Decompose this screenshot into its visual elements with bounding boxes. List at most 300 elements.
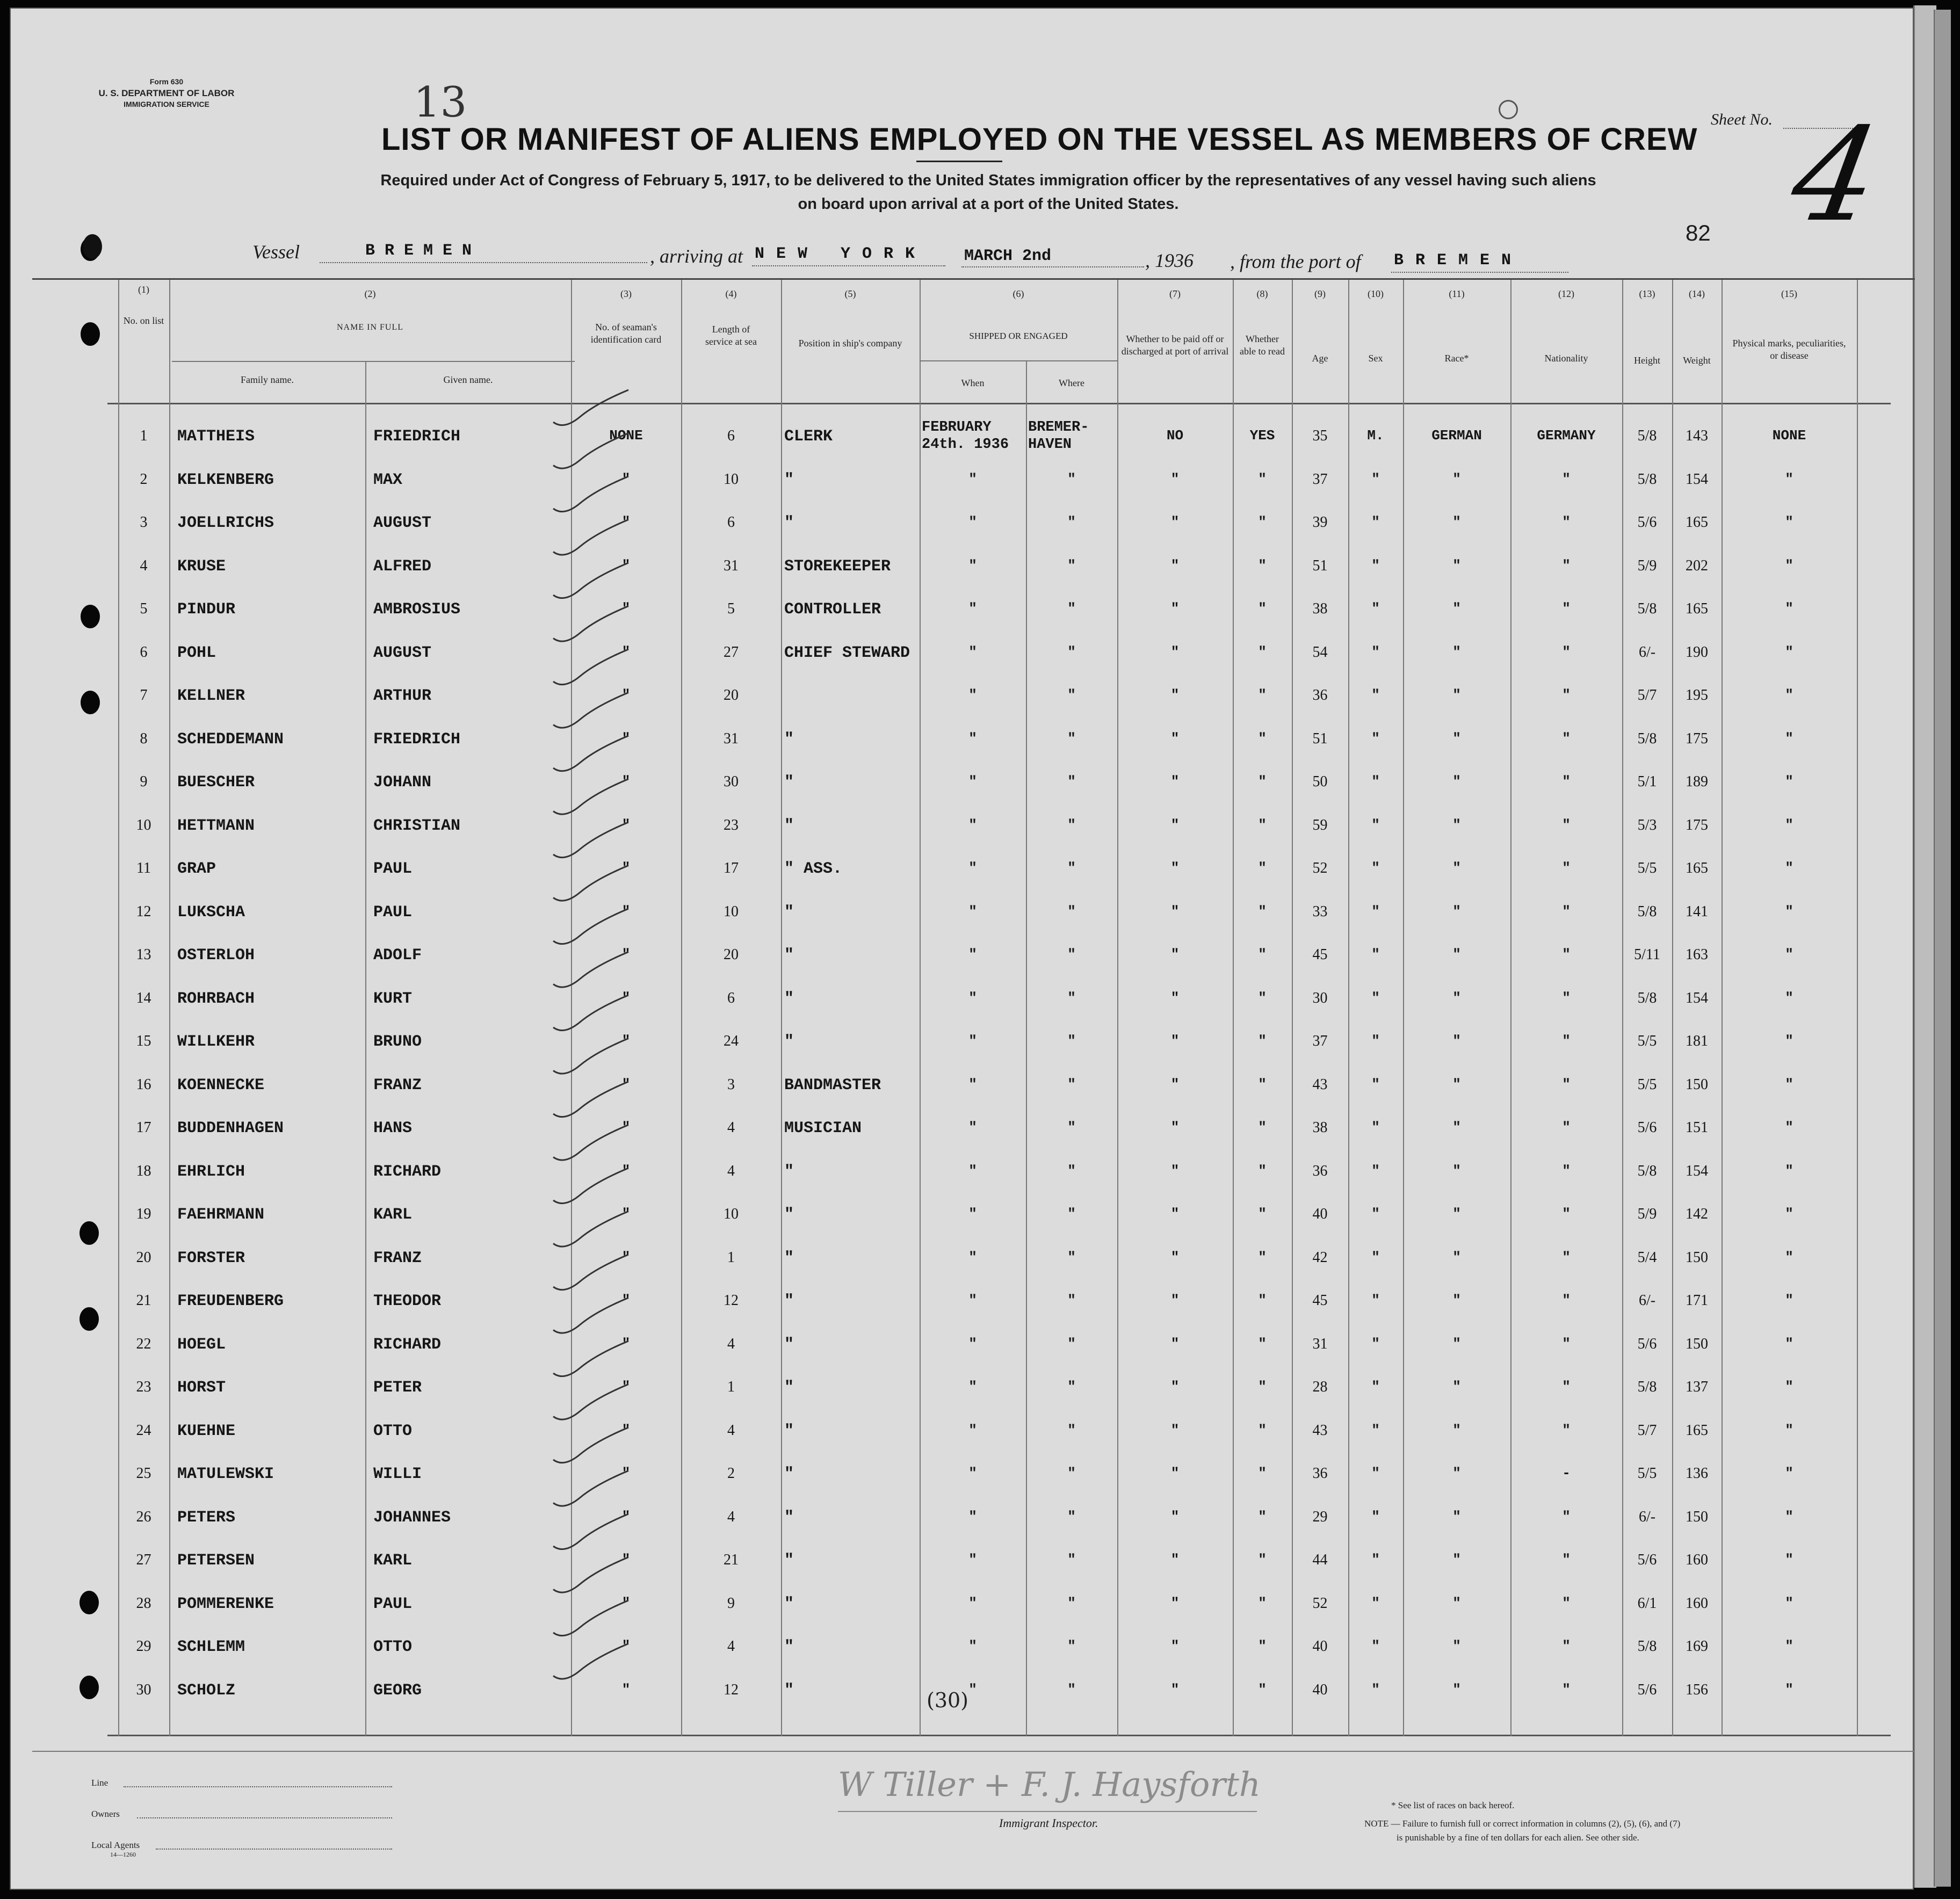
cell-read: " <box>1258 1594 1267 1611</box>
cell-marks: " <box>1785 1335 1793 1352</box>
cell-position: " <box>784 1594 794 1613</box>
cell-family: WILLKEHR <box>177 1033 255 1051</box>
cell-marks: " <box>1785 1422 1793 1438</box>
cell-given: ARTHUR <box>373 687 432 705</box>
cell-no: 2 <box>140 470 148 488</box>
cell-race: " <box>1452 557 1461 574</box>
cell-weight: 160 <box>1686 1594 1708 1612</box>
cell-card: " <box>621 687 631 703</box>
check-stroke <box>553 433 628 469</box>
date-line <box>961 266 1144 267</box>
cell-card: " <box>621 730 631 746</box>
cell-weight: 141 <box>1686 903 1708 920</box>
cell-no: 13 <box>136 946 151 963</box>
cell-marks: " <box>1785 1292 1793 1308</box>
cell-position: " <box>784 1379 794 1397</box>
header-family-name: Family name. <box>241 374 294 385</box>
cell-when: " <box>968 903 977 919</box>
cell-position: " <box>784 1249 794 1267</box>
table-row <box>11 1336 1915 1379</box>
cell-family: KOENNECKE <box>177 1076 265 1095</box>
check-stroke <box>553 390 628 425</box>
cell-race: " <box>1452 1119 1461 1135</box>
cell-race: " <box>1452 1681 1461 1698</box>
header-race: Race* <box>1444 353 1469 364</box>
cell-service: 4 <box>727 1638 735 1655</box>
cell-card: " <box>621 1465 631 1481</box>
cell-where: " <box>1067 1292 1076 1308</box>
cell-read: " <box>1258 1508 1267 1525</box>
cell-given: FRIEDRICH <box>373 427 461 446</box>
cell-paid: " <box>1170 903 1180 919</box>
check-stroke <box>553 779 628 815</box>
vessel-name-line <box>320 262 647 263</box>
cell-race: " <box>1452 1465 1461 1481</box>
cell-card: " <box>621 1119 631 1135</box>
cell-no: 28 <box>136 1594 151 1612</box>
cell-height: 5/8 <box>1637 1162 1657 1179</box>
cell-service: 1 <box>727 1249 735 1266</box>
arrival-date: MARCH 2nd <box>964 247 1052 265</box>
footer-line-label: Line <box>91 1778 109 1788</box>
cell-card: " <box>621 1292 631 1308</box>
cell-race: " <box>1452 1076 1461 1092</box>
cell-card: " <box>621 1422 631 1438</box>
cell-weight: 154 <box>1686 989 1708 1006</box>
cell-family: KELLNER <box>177 687 245 705</box>
cell-no: 5 <box>140 600 148 617</box>
cell-sex: " <box>1371 773 1380 789</box>
cell-service: 31 <box>724 730 739 747</box>
check-stroke <box>553 1082 628 1117</box>
check-stroke <box>553 476 628 512</box>
cell-position: " ASS. <box>784 860 843 878</box>
total-count-note: (30) <box>927 1688 969 1712</box>
cell-sex: " <box>1371 1465 1380 1481</box>
cell-nationality: " <box>1562 1206 1571 1222</box>
cell-read: " <box>1258 1119 1267 1135</box>
cell-age: 38 <box>1312 600 1328 617</box>
table-row <box>11 1422 1915 1465</box>
cell-family: KELKENBERG <box>177 470 274 489</box>
cell-no: 20 <box>136 1249 151 1266</box>
cell-race: GERMAN <box>1431 427 1482 444</box>
table-row <box>11 644 1915 687</box>
cell-marks: " <box>1785 600 1793 617</box>
header-age: Age <box>1312 353 1328 364</box>
cell-where: " <box>1067 773 1076 789</box>
cell-height: 5/6 <box>1637 1681 1657 1698</box>
cell-when: " <box>968 1594 977 1611</box>
cell-race: " <box>1452 903 1461 919</box>
cell-read: " <box>1258 1379 1267 1395</box>
cell-sex: " <box>1371 1681 1380 1698</box>
cell-position: " <box>784 1681 794 1700</box>
cell-marks: " <box>1785 1552 1793 1568</box>
cell-given: GEORG <box>373 1681 422 1700</box>
check-stroke <box>553 1427 628 1463</box>
cell-paid: " <box>1170 1508 1180 1525</box>
cell-service: 10 <box>724 903 739 920</box>
cell-position: CHIEF STEWARD <box>784 643 910 662</box>
cell-weight: 163 <box>1686 946 1708 963</box>
cell-when: " <box>968 1508 977 1525</box>
check-stroke <box>553 952 628 988</box>
header-id-card: No. of seaman's identification card <box>590 322 662 345</box>
cell-weight: 202 <box>1686 557 1708 574</box>
cell-nationality: " <box>1562 1076 1571 1092</box>
cell-paid: " <box>1170 1033 1180 1049</box>
cell-given: FRIEDRICH <box>373 730 461 749</box>
cell-service: 17 <box>724 860 739 876</box>
cell-given: ADOLF <box>373 946 422 965</box>
cell-height: 5/8 <box>1637 600 1657 617</box>
cell-where: " <box>1067 1508 1076 1525</box>
cell-family: GRAP <box>177 860 216 878</box>
cell-weight: 189 <box>1686 773 1708 790</box>
cell-race: " <box>1452 1508 1461 1525</box>
cell-family: HETTMANN <box>177 816 255 835</box>
cell-race: " <box>1452 1335 1461 1352</box>
cell-position: " <box>784 946 794 965</box>
cell-nationality: " <box>1562 1119 1571 1135</box>
footer-agents-label: Local Agents <box>91 1840 140 1850</box>
col-number-14: (14) <box>1689 288 1705 299</box>
col-number-8: (8) <box>1256 288 1268 299</box>
footer-owners-label: Owners <box>91 1809 120 1819</box>
cell-when: " <box>968 600 977 617</box>
cell-race: " <box>1452 1033 1461 1049</box>
table-row <box>11 687 1915 730</box>
cell-where: " <box>1067 1422 1076 1438</box>
cell-weight: 169 <box>1686 1638 1708 1655</box>
cell-paid: " <box>1170 1552 1180 1568</box>
cell-nationality: " <box>1562 1162 1571 1179</box>
cell-where: " <box>1067 1206 1076 1222</box>
cell-position: " <box>784 989 794 1008</box>
cell-service: 6 <box>727 989 735 1006</box>
cell-card: " <box>621 773 631 789</box>
table-row <box>11 1033 1915 1076</box>
check-stroke <box>553 520 628 555</box>
cell-given: AUGUST <box>373 643 432 662</box>
stacked-page-edge-back <box>1934 10 1951 1887</box>
check-stroke <box>553 1471 628 1506</box>
cell-no: 30 <box>136 1681 151 1698</box>
cell-service: 4 <box>727 1422 735 1439</box>
table-row <box>11 600 1915 643</box>
cell-position: " <box>784 1422 794 1440</box>
cell-position: " <box>784 1162 794 1181</box>
col-number-9: (9) <box>1314 288 1326 299</box>
from-port-line <box>1391 272 1568 273</box>
cell-family: SCHLEMM <box>177 1638 245 1656</box>
cell-no: 12 <box>136 903 151 920</box>
cell-given: KARL <box>373 1552 413 1570</box>
header-bottom-rule <box>107 403 1891 404</box>
cell-where: " <box>1067 989 1076 1006</box>
cell-family: HOEGL <box>177 1335 226 1354</box>
cell-nationality: " <box>1562 1594 1571 1611</box>
cell-no: 8 <box>140 730 148 747</box>
cell-where: " <box>1067 514 1076 530</box>
table-row <box>11 817 1915 860</box>
race-footnote: * See list of races on back hereof. <box>1391 1800 1515 1810</box>
cell-height: 5/6 <box>1637 514 1657 531</box>
cell-where: " <box>1067 1465 1076 1481</box>
cell-age: 54 <box>1312 643 1328 661</box>
table-row <box>11 1638 1915 1681</box>
cell-service: 21 <box>724 1552 739 1568</box>
cell-sex: " <box>1371 1076 1380 1092</box>
cell-read: " <box>1258 730 1267 746</box>
form-number: Form 630 <box>149 77 184 86</box>
header-weight: Weight <box>1683 355 1711 366</box>
cell-given: PAUL <box>373 1594 413 1613</box>
cell-read: " <box>1258 989 1267 1006</box>
cell-race: " <box>1452 600 1461 617</box>
manifest-sheet <box>10 8 1914 1890</box>
cell-family: SCHOLZ <box>177 1681 236 1700</box>
cell-card: " <box>621 1033 631 1049</box>
cell-weight: 160 <box>1686 1552 1708 1568</box>
cell-nationality: " <box>1562 860 1571 876</box>
cell-read: " <box>1258 1422 1267 1438</box>
cell-service: 20 <box>724 946 739 963</box>
cell-weight: 156 <box>1686 1681 1708 1698</box>
cell-paid: " <box>1170 860 1180 876</box>
cell-marks: " <box>1785 1681 1793 1698</box>
header-shipped-or-engaged: SHIPPED OR ENGAGED <box>969 331 1068 341</box>
cell-when: " <box>968 1119 977 1135</box>
cell-family: MATULEWSKI <box>177 1465 274 1483</box>
cell-given: AMBROSIUS <box>373 600 461 619</box>
cell-family: ROHRBACH <box>177 989 255 1008</box>
cell-service: 2 <box>727 1465 735 1482</box>
cell-weight: 150 <box>1686 1508 1708 1525</box>
cell-where: " <box>1067 1681 1076 1698</box>
col-number-10: (10) <box>1368 288 1384 299</box>
cell-height: 5/8 <box>1637 989 1657 1006</box>
cell-service: 10 <box>724 1206 739 1222</box>
check-stroke <box>553 1125 628 1161</box>
cell-marks: " <box>1785 816 1793 833</box>
cell-marks: " <box>1785 1033 1793 1049</box>
cell-age: 30 <box>1312 989 1328 1006</box>
cell-height: 5/6 <box>1637 1335 1657 1352</box>
cell-no: 1 <box>140 427 148 444</box>
cell-where: " <box>1067 1119 1076 1135</box>
cell-marks: " <box>1785 1119 1793 1135</box>
cell-marks: " <box>1785 1162 1793 1179</box>
table-row <box>11 1119 1915 1162</box>
header-name-in-full: NAME IN FULL <box>337 323 403 332</box>
cell-sex: " <box>1371 903 1380 919</box>
cell-paid: " <box>1170 1335 1180 1352</box>
cell-weight: 151 <box>1686 1119 1708 1136</box>
cell-no: 18 <box>136 1162 151 1179</box>
cell-family: POMMERENKE <box>177 1594 274 1613</box>
cell-age: 44 <box>1312 1552 1328 1568</box>
cell-age: 37 <box>1312 1033 1328 1049</box>
cell-read: YES <box>1249 427 1275 444</box>
cell-where: " <box>1067 1638 1076 1654</box>
cell-service: 12 <box>724 1681 739 1698</box>
cell-sex: " <box>1371 860 1380 876</box>
cell-nationality: " <box>1562 1422 1571 1438</box>
cell-where: " <box>1067 643 1076 660</box>
col-number-15: (15) <box>1781 288 1797 299</box>
cell-nationality: GERMANY <box>1537 427 1596 444</box>
cell-card: " <box>621 1638 631 1654</box>
cell-service: 3 <box>727 1076 735 1093</box>
cell-height: 5/11 <box>1634 946 1660 963</box>
cell-given: OTTO <box>373 1422 413 1440</box>
cell-position: " <box>784 1335 794 1354</box>
check-stroke <box>553 995 628 1031</box>
cell-nationality: " <box>1562 1379 1571 1395</box>
cell-where: " <box>1067 816 1076 833</box>
cell-height: 6/1 <box>1637 1594 1657 1612</box>
cell-nationality: " <box>1562 514 1571 530</box>
cell-no: 27 <box>136 1552 151 1568</box>
cell-marks: " <box>1785 1638 1793 1654</box>
stamp-mark: 13 <box>414 78 467 127</box>
cell-age: 43 <box>1312 1422 1328 1439</box>
cell-marks: " <box>1785 1249 1793 1265</box>
cell-race: " <box>1452 643 1461 660</box>
cell-marks: " <box>1785 903 1793 919</box>
cell-no: 3 <box>140 514 148 531</box>
cell-paid: " <box>1170 989 1180 1006</box>
cell-service: 4 <box>727 1508 735 1525</box>
cell-marks: " <box>1785 1508 1793 1525</box>
cell-card: " <box>621 557 631 574</box>
cell-weight: 143 <box>1686 427 1708 444</box>
cell-read: " <box>1258 773 1267 789</box>
cell-service: 31 <box>724 557 739 574</box>
cell-position: " <box>784 1508 794 1527</box>
cell-age: 40 <box>1312 1206 1328 1222</box>
departure-port: BREMEN <box>1394 251 1523 270</box>
cell-where: " <box>1067 860 1076 876</box>
check-stroke <box>553 1385 628 1420</box>
header-height: Height <box>1634 355 1660 366</box>
cell-position: MUSICIAN <box>784 1119 862 1137</box>
cell-when: " <box>968 1379 977 1395</box>
cell-position: " <box>784 1638 794 1656</box>
cell-marks: " <box>1785 860 1793 876</box>
cell-card: " <box>621 470 631 487</box>
cell-race: " <box>1452 1162 1461 1179</box>
cell-where: " <box>1067 1076 1076 1092</box>
cell-read: " <box>1258 600 1267 617</box>
service-name: IMMIGRATION SERVICE <box>124 100 209 108</box>
cell-given: MAX <box>373 470 403 489</box>
cell-service: 12 <box>724 1292 739 1309</box>
table-top-rule <box>32 278 1915 280</box>
cell-weight: 190 <box>1686 643 1708 661</box>
cell-given: CHRISTIAN <box>373 816 461 835</box>
cell-nationality: " <box>1562 773 1571 789</box>
cell-position: BANDMASTER <box>784 1076 881 1095</box>
cell-height: 5/9 <box>1637 557 1657 574</box>
col-number-6: (6) <box>1012 288 1024 299</box>
cell-paid: " <box>1170 1638 1180 1654</box>
cell-no: 23 <box>136 1379 151 1395</box>
cell-card: " <box>621 1206 631 1222</box>
cell-service: 9 <box>727 1594 735 1612</box>
cell-no: 4 <box>140 557 148 574</box>
from-port-label: , from the port of <box>1230 251 1361 272</box>
cell-card: " <box>621 946 631 962</box>
cell-height: 5/5 <box>1637 860 1657 876</box>
name-subheader-rule <box>172 361 575 362</box>
cell-read: " <box>1258 557 1267 574</box>
cell-sex: " <box>1371 687 1380 703</box>
footer-form-code: 14—1260 <box>110 1851 136 1858</box>
cell-sex: " <box>1371 1119 1380 1135</box>
cell-race: " <box>1452 1552 1461 1568</box>
col-number-2: (2) <box>364 288 376 299</box>
cell-race: " <box>1452 989 1461 1006</box>
cell-no: 22 <box>136 1335 151 1352</box>
cell-race: " <box>1452 860 1461 876</box>
arrival-year: , 1936 <box>1145 250 1194 271</box>
cell-card: " <box>621 1379 631 1395</box>
cell-age: 36 <box>1312 1162 1328 1179</box>
cell-marks: " <box>1785 1594 1793 1611</box>
vessel-label: Vessel <box>252 241 300 263</box>
cell-given: RICHARD <box>373 1335 442 1354</box>
check-stroke <box>553 1039 628 1074</box>
check-stroke <box>553 606 628 642</box>
cell-marks: " <box>1785 1379 1793 1395</box>
cell-read: " <box>1258 1292 1267 1308</box>
cell-read: " <box>1258 470 1267 487</box>
cell-when: " <box>968 557 977 574</box>
table-row <box>11 903 1915 946</box>
cell-height: 5/8 <box>1637 1379 1657 1395</box>
cell-weight: 165 <box>1686 860 1708 876</box>
cell-family: BUESCHER <box>177 773 255 792</box>
cell-card: " <box>621 1076 631 1092</box>
table-row <box>11 1206 1915 1249</box>
cell-nationality: " <box>1562 1335 1571 1352</box>
cell-read: " <box>1258 1033 1267 1049</box>
cell-card: " <box>621 989 631 1006</box>
cell-when: " <box>968 816 977 833</box>
cell-given: FRANZ <box>373 1249 422 1267</box>
cell-no: 6 <box>140 643 148 661</box>
cell-sex: " <box>1371 1249 1380 1265</box>
cell-race: " <box>1452 1638 1461 1654</box>
check-stroke <box>553 1255 628 1290</box>
cell-family: KRUSE <box>177 557 226 576</box>
cell-card: " <box>621 1681 631 1698</box>
cell-age: 50 <box>1312 773 1328 790</box>
cell-service: 5 <box>727 600 735 617</box>
cell-sex: " <box>1371 946 1380 962</box>
cell-height: 5/7 <box>1637 687 1657 704</box>
cell-race: " <box>1452 470 1461 487</box>
cell-marks: " <box>1785 470 1793 487</box>
cell-sex: " <box>1371 1552 1380 1568</box>
cell-position: " <box>784 903 794 922</box>
cell-where: " <box>1067 600 1076 617</box>
header-sex: Sex <box>1368 353 1383 364</box>
cell-card: " <box>621 1335 631 1352</box>
